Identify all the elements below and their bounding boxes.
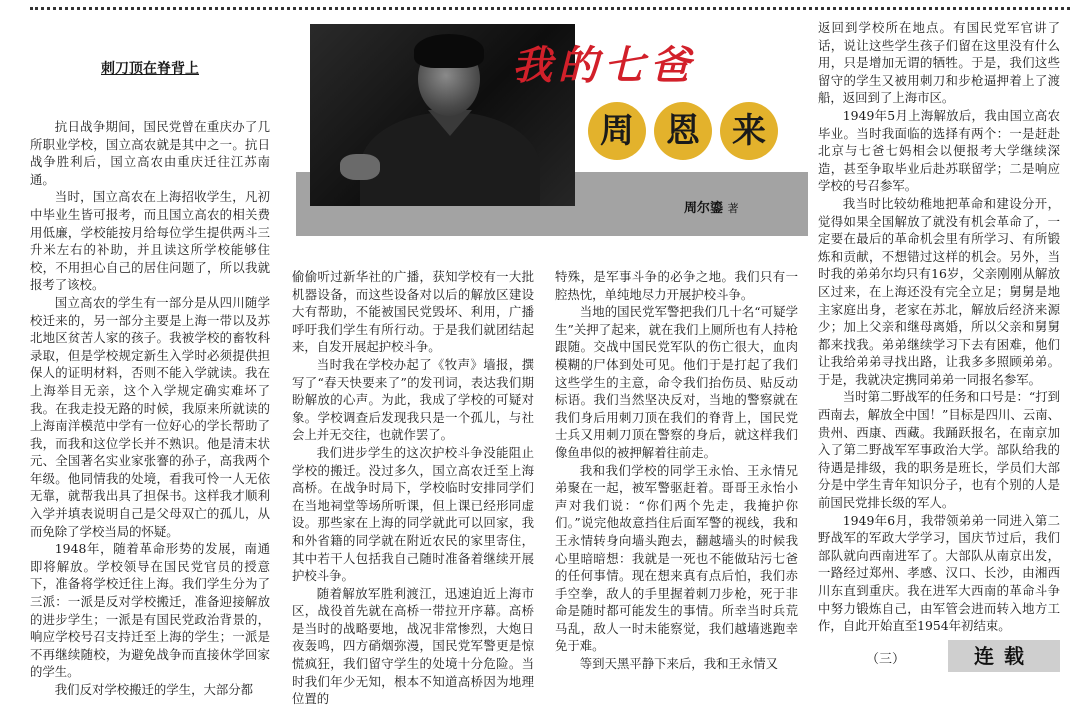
paragraph: 当时第二野战军的任务和口号是：“打到西南去，解放全中国！”目标是四川、云南、贵州、西康、西藏。我踊跃报名，在南京加入了第二野战军军事政治大学。部队给我的待遇是排级，我的职务是班长，学员们大部分是中学生青年知识分子，也有个别的人是前国民党排长级的军人。 [818,389,1060,511]
photo-figure-hand [340,154,380,180]
author-suffix: 著 [727,202,739,215]
paragraph: 国立高农的学生有一部分是从四川随学校迁来的，另一部分主要是上海一带以及苏北地区贫苦人家的孩子。我被学校的畜牧科录取，但是学校规定新生入学时必须提供担保人的证明材料，否则不能入学就读。我在上海举目无亲，这个入学规定确实难坏了我。在我走投无路的时候，我原来所就读的上海南洋模范中学有一位好心的学长帮助了我，而我和这位学长并不熟识。他是清末状元、全国著名实业家张謇的孙子，高我两个年级。他同情我的处境，看我可怜一人无依无靠，就帮我出具了担保书。这样我才顺利入学并填表说明自己是父母双亡的孤儿，从而免除了学校当局的怀疑。 [30,294,270,539]
author-byline [684,197,739,216]
paragraph: 等到天黑平静下来后，我和王永情又 [579,656,779,672]
text-column-4 [818,19,1060,635]
paragraph: 我们反对学校搬迁的学生，大部分都 [54,682,254,697]
text-column-2 [292,268,534,708]
paragraph: 1949年5月上海解放后，我由国立高农毕业。当时我面临的选择有两个：一是赶赴北京与七爸七妈相会以便报考大学继续深造，甚至争取毕业后赴苏联留学；二是响应学校的号召参军。 [818,107,1060,194]
paragraph: 特殊，是军事斗争的必争之地。我们只有一腔热忱，单纯地尽力开展护校斗争。 [555,269,798,302]
author-name: 周尔鎏 [684,201,724,216]
paragraph: 当时，国立高农在上海招收学生，凡初中毕业生皆可报考，而且国立高农的相关费用低廉，学校能按月给每位学生提供两斗三升米左右的补助，并且读这所学校能够住校，不用担心自己的居住问题了，所以我就报考了该校。 [30,189,270,293]
article-title: 我的七爸 [512,42,696,89]
paragraph: 当地的国民党军警把我们几十名“可疑学生”关押了起来，就在我们上厕所也有人持枪跟随。交战中国民党军队的伤亡很大，血肉模糊的尸体到处可见。他们于是打起了我们这些学生的主意，命令我们抬伤员、贴反动标语。我们当然坚决反对，当地的警察就在我们身后用刺刀顶在我们的脊背上，国民党士兵又用刺刀顶在警察的身后，就这样我们像鱼串似的被押解着往前走。 [555,304,798,460]
paragraph: 我当时比较幼稚地把革命和建设分开，觉得如果全国解放了就没有机会革命了，一定要在最后的革命机会里有所学习、有所锻炼和贡献，不想错过这样的机会。另外，当时我的弟弟尔均只有16岁，父亲刚刚从解放区过来，在上海还没有完全立足；舅舅是地主家庭出身，老家在苏北，解放后经济来源少；加上父亲和继母离婚，所以父亲和舅舅都来找我。弟弟继续学习下去有困难，他们让我给弟弟寻找出路，让我多多照顾弟弟。于是，我就决定携同弟弟一同报名参军。 [818,195,1060,387]
photo-figure-hair [414,34,484,68]
name-disc-1: 周 [588,102,646,160]
serial-label: 连载 [948,640,1060,672]
section-subheading: 刺刀顶在脊背上 [101,61,199,77]
paragraph: 偷偷听过新华社的广播，获知学校有一大批机器设备，而这些设备对以后的解放区建设大有帮助，不能被国民党毁坏、利用，广播呼吁我们学生有所行动。于是我们就团结起来，自发开展起护校斗争。 [292,269,534,355]
paragraph: 当时我在学校办起了《牧声》墙报，撰写了“春天快要来了”的发刊词，表达我们期盼解放的心声。为此，我成了学校的可疑对象。学校调查后发现我只是一个孤儿，与社会上并无交往，也就作罢了。 [292,356,534,443]
top-dotted-rule [30,7,1070,10]
name-disc-2: 恩 [654,102,712,160]
text-column-3 [555,268,798,673]
paragraph: 我和我们学校的同学王永怡、王永情兄弟聚在一起，被军警驱赶着。哥哥王永怡小声对我们说：“你们两个先走，我掩护你们。”说完他故意挡住后面军警的视线，我和王永情转身向墙头跑去，翻越墙头的时候我心里暗暗想：我就是一死也不能做玷污七爸的任何事情。现在想来真有点后怕，我们赤手空拳，敌人的手里握着刺刀步枪，死于非命是随时都可能发生的事情。所幸当时兵荒马乱，敌人一时未能察觉，我们越墙逃跑幸免于难。 [555,462,798,654]
text-column-1 [30,118,270,699]
paragraph: 1949年6月，我带领弟弟一同进入第二野战军的军政大学学习，国庆节过后，我们部队就向西南进军了。大部队从南京出发，一路经过郑州、孝感、汉口、长沙，由湘西川东直到重庆。我在进军大西南的革命斗争中努力锻炼自己，由军管会进而转入地方工作，自此开始直至1954年初结束。 [818,512,1060,634]
name-disc-3: 来 [720,102,778,160]
paragraph: 抗日战争期间，国民党曾在重庆办了几所职业学校，国立高农就是其中之一。抗日战争胜利后，国立高农由重庆迁往江苏南通。 [30,119,270,187]
paragraph: 1948年，随着革命形势的发展，南通即将解放。学校领导在国民党官员的授意下，准备将学校迁往上海。我们学生分为了三派：一派是反对学校搬迁，准备迎接解放的进步学生；一派是有国民党政治背景的，响应学校号召支持迁至上海的学生；一派是不再继续随校，为避免战争而直接休学回家的学生。 [30,541,270,680]
part-number: （三） [866,652,906,667]
paragraph: 我们进步学生的这次护校斗争没能阻止学校的搬迁。没过多久，国立高农迁至上海高桥。在战争时局下，学校临时安排同学们在当地祠堂等场所听课，但上课已经形同虚设。那些家在上海的同学就此可以回家，我和外省籍的同学就在附近农民的家里寄住，其中若干人包括我自己随时准备着继续开展护校斗争。 [292,444,534,584]
paragraph: 随着解放军胜利渡江，迅速迫近上海市区，战役首先就在高桥一带拉开序幕。高桥是当时的战略要地，战况非常惨烈，大炮日夜轰鸣，四方硝烟弥漫，国民党军警更是惊慌疯狂，我们留守学生的处境十分危险。当时我们年少无知，根本不知道高桥因为地理位置的 [292,585,534,707]
paragraph: 返回到学校所在地点。有国民党军官讲了话，说让这些学生孩子们留在这里没有什么用，只是增加无谓的牺牲。于是，我们这些留守的学生又被用刺刀和步枪逼押着上了渡船，返回到了上海市区。 [818,20,1060,106]
